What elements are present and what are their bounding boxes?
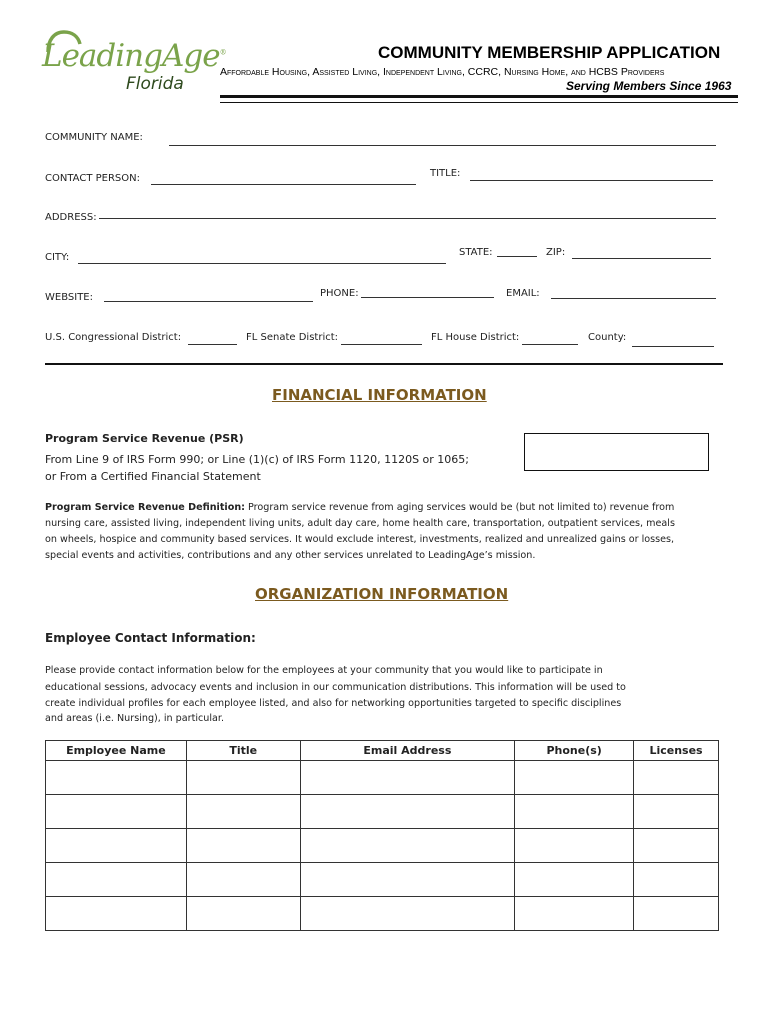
psr-line-1: From Line 9 of IRS Form 990; or Line (1)(c) of IRS Form 1120, 1120S or 1065;	[45, 453, 469, 466]
page-subtitle: Affordable Housing, Assisted Living, Independent Living, CCRC, Nursing Home, and HCBS Providers	[220, 66, 665, 78]
licenses-cell[interactable]	[634, 829, 719, 863]
address-label: ADDRESS:	[45, 212, 97, 223]
state-label: STATE:	[459, 247, 493, 258]
county-label: County:	[588, 332, 627, 343]
psr-definition-line-3: on wheels, hospice and community based services. It would exclude interest, investments, realized and unrealized gains or losses,	[45, 534, 675, 545]
house-district-label: FL House District:	[431, 332, 520, 343]
licenses-cell[interactable]	[634, 795, 719, 829]
psr-definition-label: Program Service Revenue Definition:	[45, 502, 245, 513]
title-cell[interactable]	[186, 897, 300, 931]
house-district-field[interactable]	[522, 344, 578, 345]
phone-field[interactable]	[361, 297, 494, 298]
employee-info-line-3: create individual profiles for each employee listed, and also for networking opportunities targeted to specific disciplines	[45, 698, 622, 709]
phone-cell[interactable]	[515, 897, 634, 931]
state-field[interactable]	[497, 256, 537, 257]
phone-cell[interactable]	[515, 863, 634, 897]
county-field[interactable]	[632, 346, 714, 347]
psr-amount-input[interactable]	[524, 433, 709, 471]
email-cell[interactable]	[300, 761, 515, 795]
psr-definition-line-4: special events and activities, contributions and any other services unrelated to LeadingAge’s mission.	[45, 550, 536, 561]
psr-line-2: or From a Certified Financial Statement	[45, 470, 261, 483]
licenses-cell[interactable]	[634, 863, 719, 897]
logo-text: LeadingAge	[42, 38, 220, 74]
column-phones: Phone(s)	[515, 741, 634, 761]
tagline: Serving Members Since 1963	[566, 79, 732, 93]
title-cell[interactable]	[186, 761, 300, 795]
email-field[interactable]	[551, 298, 716, 299]
employee-name-cell[interactable]	[46, 863, 187, 897]
employee-info-line-2: educational sessions, advocacy events and inclusion in our communication distributions. This information will be used to	[45, 682, 626, 693]
website-label: WEBSITE:	[45, 292, 93, 303]
contact-person-field[interactable]	[151, 184, 416, 185]
header-divider-thin	[220, 102, 738, 103]
organization-heading: ORGANIZATION INFORMATION	[255, 585, 509, 603]
title-cell[interactable]	[186, 795, 300, 829]
logo-florida: Florida	[126, 74, 184, 94]
email-cell[interactable]	[300, 829, 515, 863]
zip-field[interactable]	[572, 258, 711, 259]
header-divider	[220, 95, 738, 98]
email-cell[interactable]	[300, 897, 515, 931]
column-licenses: Licenses	[634, 741, 719, 761]
contact-person-label: CONTACT PERSON:	[45, 173, 140, 184]
senate-district-field[interactable]	[341, 344, 422, 345]
website-field[interactable]	[104, 301, 313, 302]
senate-district-label: FL Senate District:	[246, 332, 339, 343]
title-cell[interactable]	[186, 829, 300, 863]
employee-info-line-4: and areas (i.e. Nursing), in particular.	[45, 713, 225, 724]
title-cell[interactable]	[186, 863, 300, 897]
table-row	[46, 863, 719, 897]
table-row	[46, 829, 719, 863]
psr-definition-line-1	[45, 500, 674, 516]
zip-label: ZIP:	[546, 247, 566, 258]
column-email-address: Email Address	[300, 741, 515, 761]
employee-info-line-1: Please provide contact information below for the employees at your community that you would like to participate in	[45, 665, 603, 676]
title-label: TITLE:	[430, 168, 461, 179]
table-header-row	[46, 741, 719, 761]
employee-name-cell[interactable]	[46, 829, 187, 863]
phone-cell[interactable]	[515, 795, 634, 829]
email-cell[interactable]	[300, 863, 515, 897]
employee-name-cell[interactable]	[46, 795, 187, 829]
email-cell[interactable]	[300, 795, 515, 829]
psr-definition-line-2: nursing care, assisted living, independent living units, adult day care, home health care, transportation, outpatient services, meals	[45, 518, 675, 529]
employee-name-cell[interactable]	[46, 897, 187, 931]
financial-heading: FINANCIAL INFORMATION	[272, 386, 487, 404]
table-row	[46, 897, 719, 931]
city-label: CITY:	[45, 252, 70, 263]
city-field[interactable]	[78, 263, 446, 264]
psr-definition-text: Program service revenue from aging services would be (but not limited to) revenue from	[248, 502, 675, 513]
column-employee-name: Employee Name	[46, 741, 187, 761]
phone-cell[interactable]	[515, 829, 634, 863]
leadingage-logo	[42, 28, 226, 98]
column-title: Title	[186, 741, 300, 761]
employee-table	[45, 740, 719, 931]
table-row	[46, 795, 719, 829]
community-name-field[interactable]	[169, 145, 716, 146]
community-name-label: COMMUNITY NAME:	[45, 132, 143, 143]
licenses-cell[interactable]	[634, 897, 719, 931]
email-label: EMAIL:	[506, 288, 540, 299]
form-divider	[45, 363, 723, 365]
title-field[interactable]	[470, 180, 713, 181]
employee-contact-heading: Employee Contact Information:	[45, 631, 256, 645]
congressional-district-label: U.S. Congressional District:	[45, 332, 182, 343]
logo-registered-mark: ®	[219, 48, 226, 57]
address-field[interactable]	[99, 218, 716, 219]
employee-name-cell[interactable]	[46, 761, 187, 795]
congressional-district-field[interactable]	[188, 344, 237, 345]
phone-cell[interactable]	[515, 761, 634, 795]
table-row	[46, 761, 719, 795]
page-title: COMMUNITY MEMBERSHIP APPLICATION	[378, 43, 721, 62]
phone-label: PHONE:	[320, 288, 359, 299]
psr-label: Program Service Revenue (PSR)	[45, 432, 244, 445]
licenses-cell[interactable]	[634, 761, 719, 795]
